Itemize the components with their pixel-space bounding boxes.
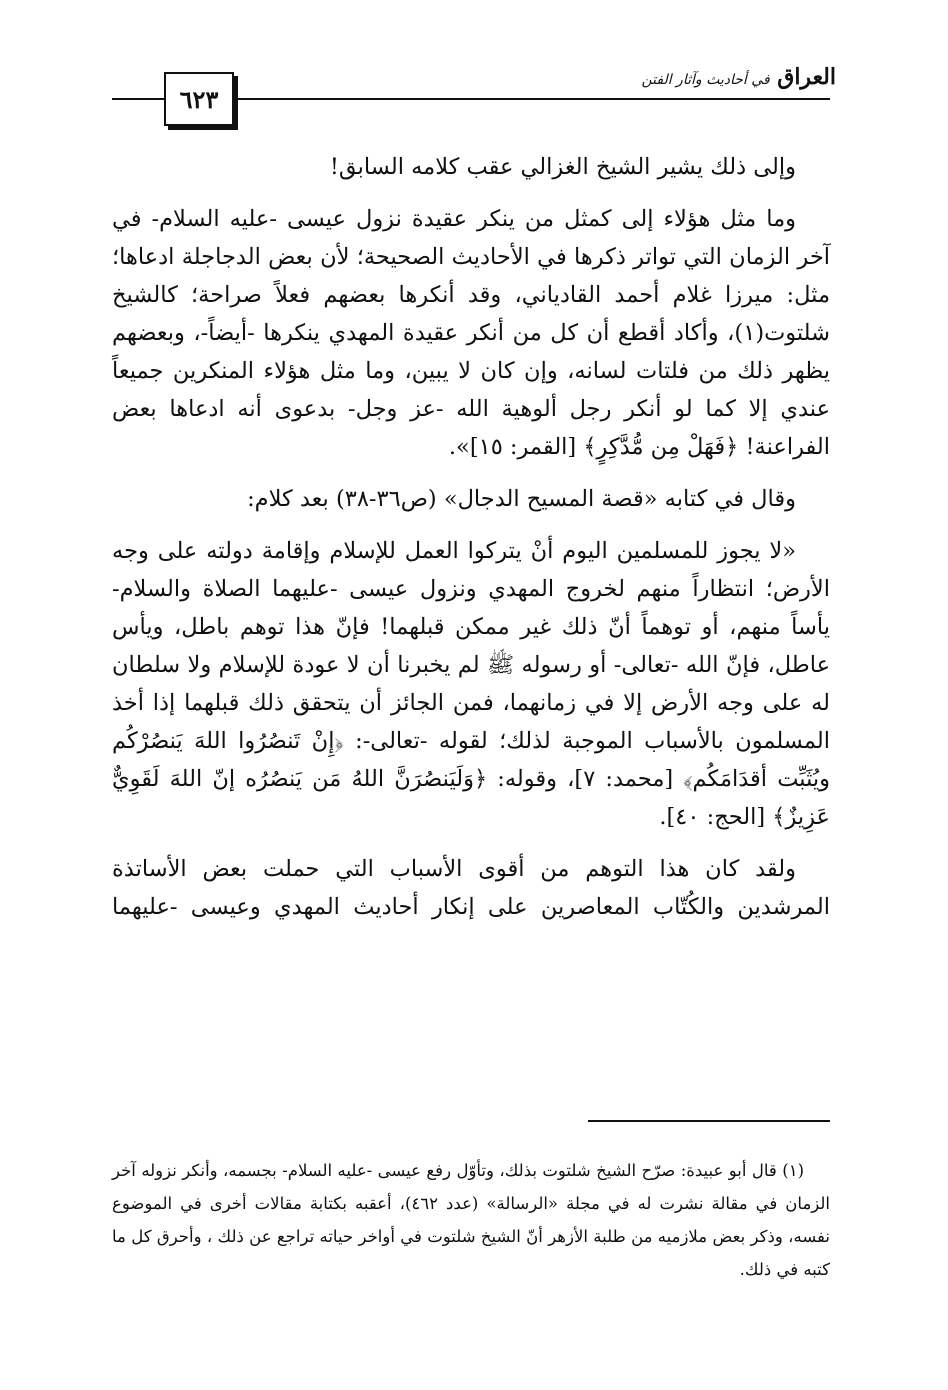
header-rule-right (235, 98, 830, 100)
paragraph-5: ولقد كان هذا التوهم من أقوى الأسباب التي حملت بعض الأساتذة المرشدين والكُتّاب المعاصرين على إنكار أحاديث المهدي وعيسى -عليهما (112, 856, 830, 920)
paragraph-3: وقال في كتابه «قصة المسيح الدجال» (ص٣٦-٣٨) بعد كلام: (247, 486, 796, 512)
footnote-area (112, 1154, 830, 1286)
header-rule-left (112, 98, 164, 100)
page-number-box (164, 72, 234, 126)
running-header (637, 64, 836, 90)
main-text (112, 148, 830, 926)
book-title: العراق (777, 64, 836, 90)
page-number: ٦٢٣ (179, 84, 219, 114)
paragraph-1: وإلى ذلك يشير الشيخ الغزالي عقب كلامه السابق! (329, 154, 796, 180)
footnote-separator (588, 1120, 830, 1122)
paragraph-4-quote: «لا يجوز للمسلمين اليوم أنْ يتركوا العمل للإسلام وإقامة دولته على وجه الأرض؛ انتظاراً منهم لخروج المهدي ونزول عيسى -عليهما الصلاة والسلام- يأساً منهم، أو توهماً أنّ ذلك غير ممكن قبلهما! فإنّ هذا توهم باطل، ويأس عاطل، فإنّ الله -تعالى- أو رسوله ﷺ لم يخبرنا أن لا عودة للإسلام ولا سلطان له على وجه الأرض إلا في زمانهما، فمن الجائز أن يتحقق ذلك قبلهما إذا أخذ المسلمون بالأسباب الموجبة لذلك؛ لقوله -تعالى-: ﴿إِنْ تَنصُرُوا اللهَ يَنصُرْكُم ويُثَبِّت أقدَامَكُم﴾ [محمد: ٧]، وقوله: ﴿وَلَيَنصُرَنَّ اللهُ مَن يَنصُرُه إنّ اللهَ لَقَوِيٌّ عَزِيزٌ﴾ [الحج: ٤٠]. (112, 538, 830, 830)
book-subtitle: في أحاديث وآثار الفتن (641, 72, 770, 88)
paragraph-2: وما مثل هؤلاء إلى كمثل من ينكر عقيدة نزول عيسى -عليه السلام- في آخر الزمان التي تواتر ذكرها في الأحاديث الصحيحة؛ لأن بعض الدجاجلة ادعاها؛ مثل: ميرزا غلام أحمد القادياني، وقد أنكرها بعضهم فعلاً صراحة؛ كالشيخ شلتوت(١)، وأكاد أقطع أن كل من أنكر عقيدة المهدي ينكرها -أيضاً-، وبعضهم يظهر ذلك من فلتات لسانه، وإن كان لا يبين، وما مثل هؤلاء المنكرين جميعاً عندي إلا كما لو أنكر رجل ألوهية الله -عز وجل- بدعوى أنه ادعاها بعض الفراعنة! ﴿فَهَلْ مِن مُّدَّكِرٍ﴾ [القمر: ١٥]». (112, 206, 830, 460)
footnote-1: (١) قال أبو عبيدة: صرّح الشيخ شلتوت بذلك، وتأوّل رفع عيسى -عليه السلام- بجسمه، وأنكر نزوله آخر الزمان في مقالة نشرت له في مجلة «الرسالة» (عدد ٤٦٢)، أعقبه بكتابة مقالات أخرى في الموضوع نفسه، وذكر بعض ملازميه من طلبة الأزهر أنّ الشيخ شلتوت في أواخر حياته تراجع عن ذلك ، وأحرق كل ما كتبه في ذلك. (112, 1161, 830, 1279)
